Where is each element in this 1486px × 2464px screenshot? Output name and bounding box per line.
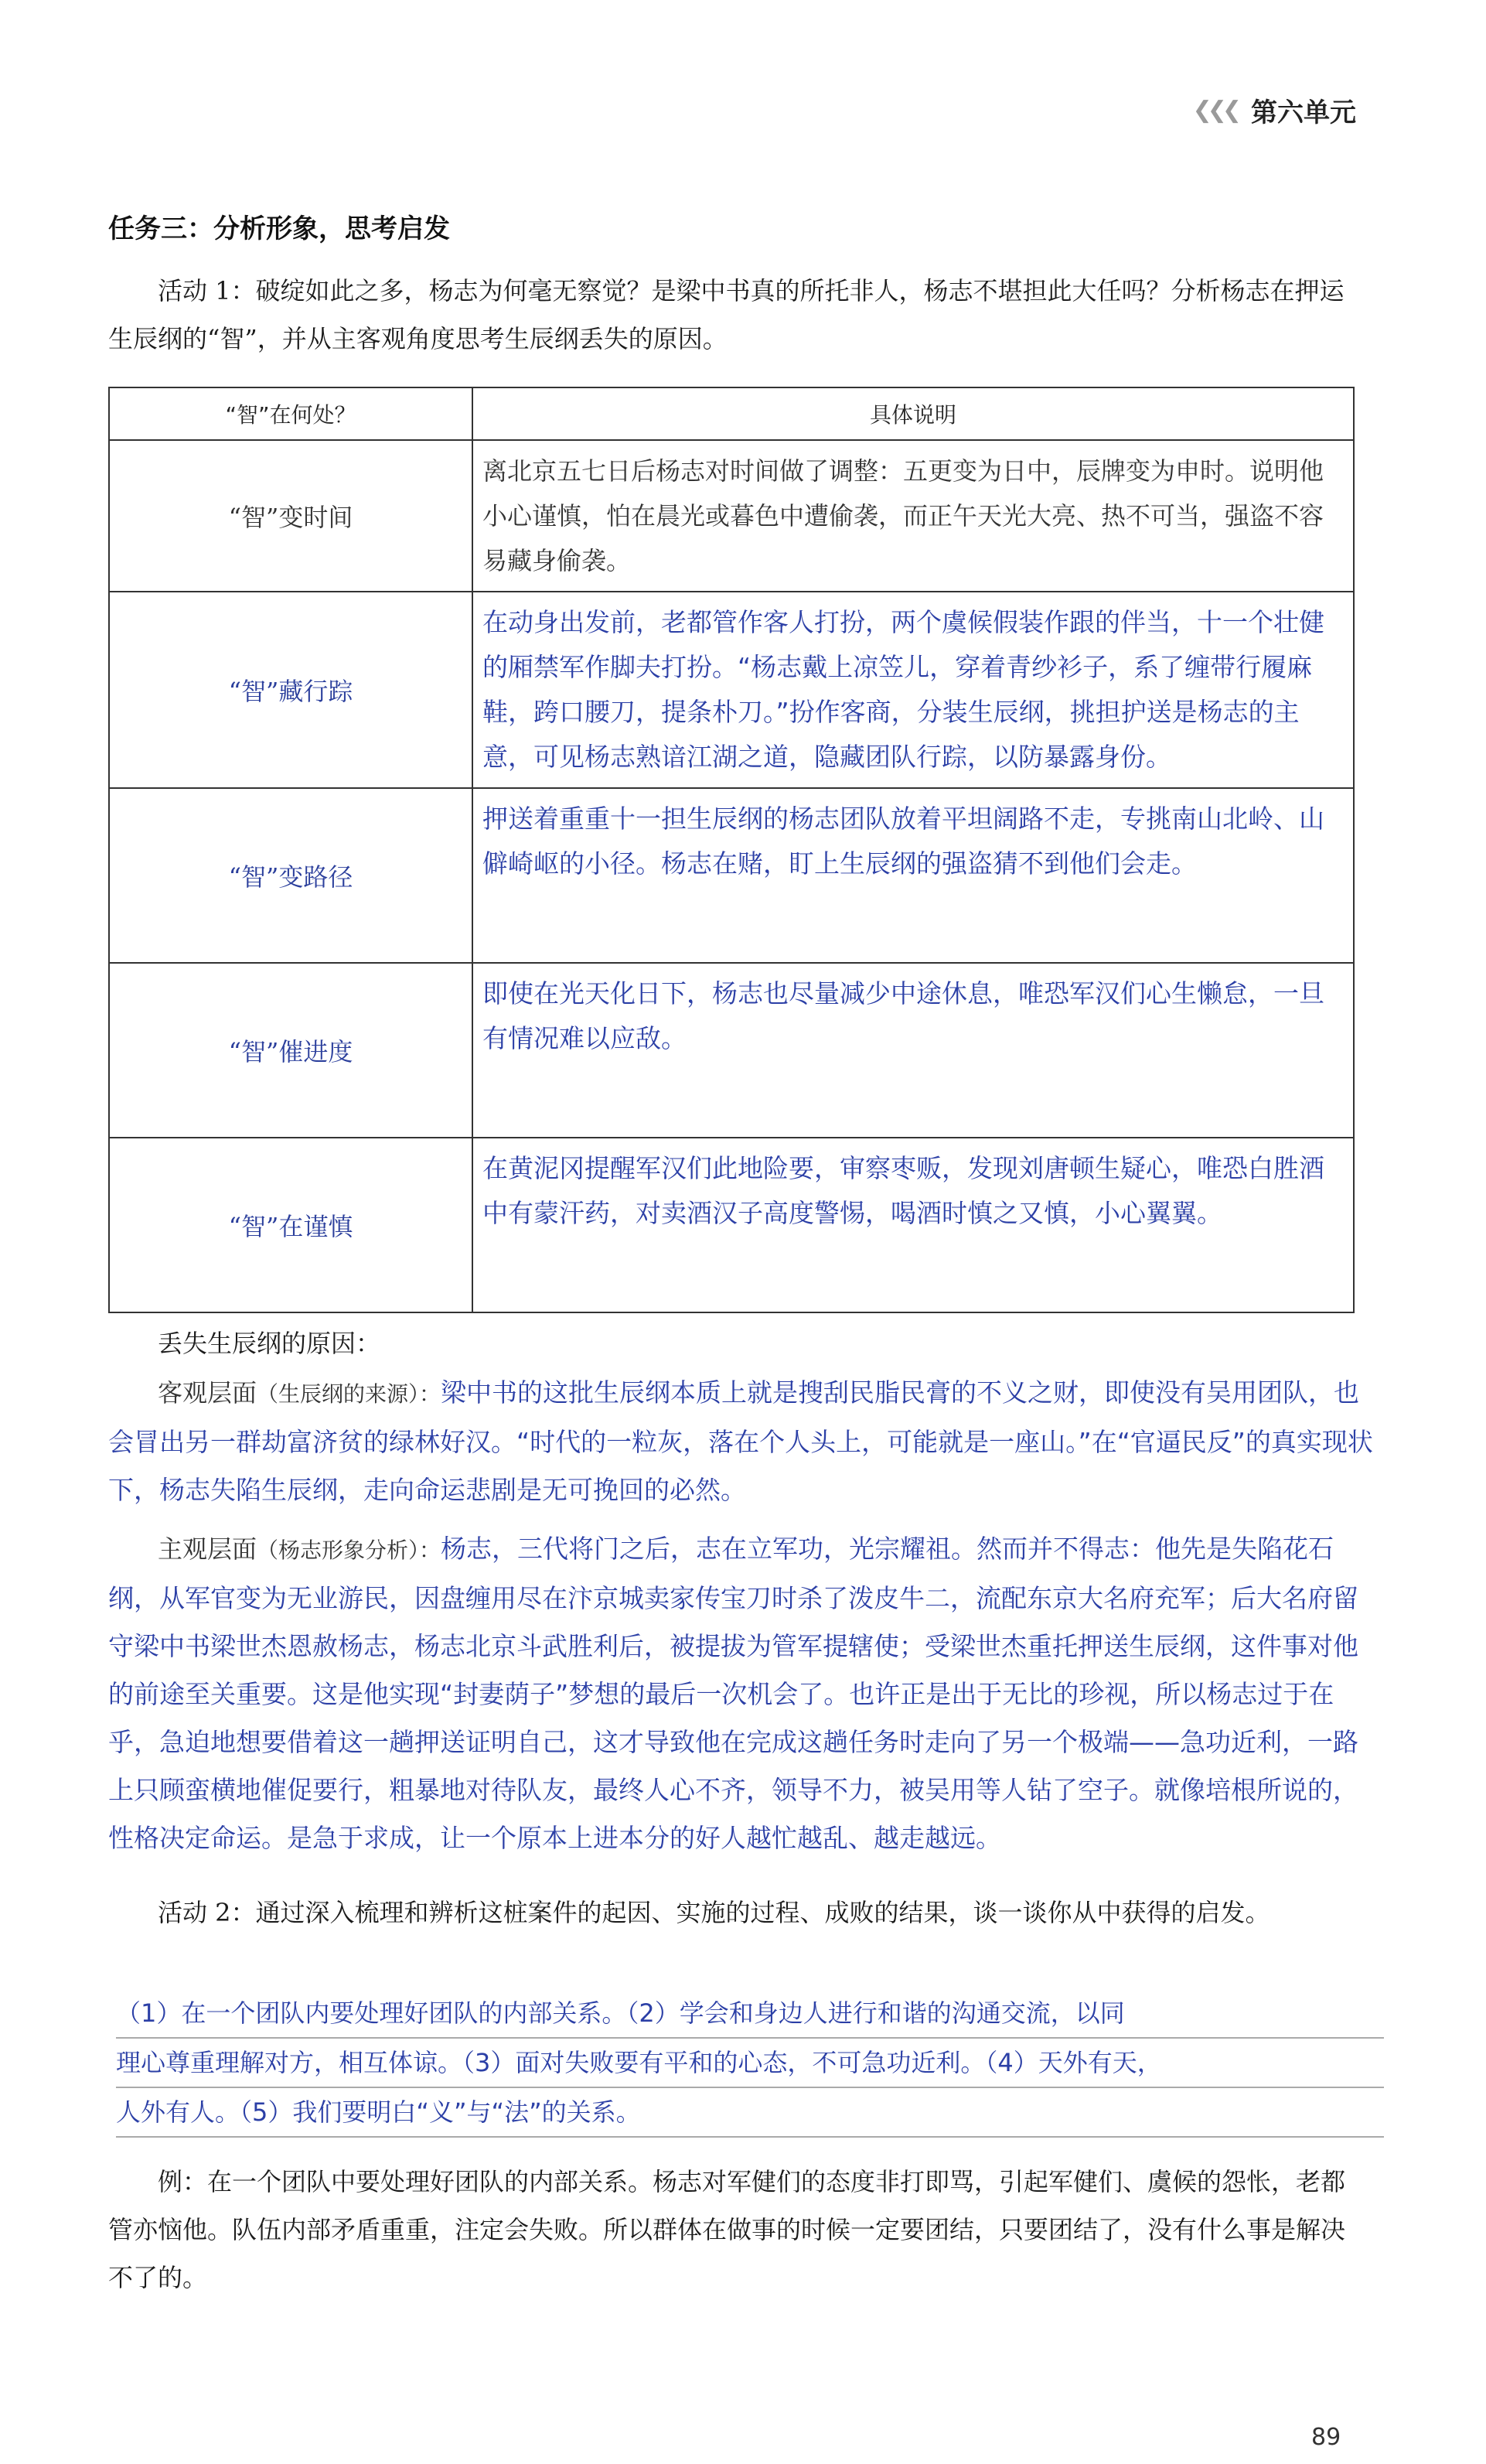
subjective-label: 主观层面 (158, 1534, 257, 1564)
row-text: 在动身出发前，老都管作客人打扮，两个虞候假装作跟的伴当，十一个壮健的厢禁军作脚夫打扮。“杨志戴上凉笠儿，穿着青纱衫子，系了缠带行履麻鞋，跨口腰刀，提条朴刀。”扮作客商，分装生辰纲，挑担护送是杨志的主意，可见杨志熟谙江湖之道，隐藏团队行踪，以防暴露身份。 (472, 592, 1354, 788)
page-number: 89 (1311, 2424, 1341, 2451)
table-row (109, 963, 1354, 1138)
subjective-note: （杨志形象分析）： (257, 1537, 441, 1563)
table-header-desc: 具体说明 (472, 387, 1354, 440)
unit-title: 第六单元 (1251, 97, 1356, 128)
objective-block (108, 1369, 1376, 1514)
row-text: 押送着重重十一担生辰纲的杨志团队放着平坦阔路不走，专挑南山北岭、山僻崎岖的小径。杨志在赌，盯上生辰纲的强盗猜不到他们会走。 (472, 788, 1354, 963)
activity2-example: 例：在一个团队中要处理好团队的内部关系。杨志对军健们的态度非打即骂，引起军健们、虞候的怨怅，老都管亦恼他。队伍内部矛盾重重，注定会失败。所以群体在做事的时候一定要团结，只要团结了，没有什么事是解决不了的。 (108, 2167, 1346, 2292)
objective-note: （生辰纲的来源）： (257, 1381, 441, 1407)
answer-line: 理心尊重理解对方，相互体谅。（3）面对失败要有平和的心态，不可急功近利。（4）天外有天， (116, 2039, 1384, 2088)
answer-line: 人外有人。（5）我们要明白“义”与“法”的关系。 (116, 2088, 1384, 2138)
subjective-block (108, 1525, 1376, 1862)
table-header-where: “智”在何处？ (109, 387, 472, 440)
answer-line: （1）在一个团队内要处理好团队的内部关系。（2）学会和身边人进行和谐的沟通交流，以同 (116, 1989, 1384, 2039)
row-text: 离北京五七日后杨志对时间做了调整：五更变为日中，辰牌变为申时。说明他小心谨慎，怕在晨光或暮色中遭偷袭，而正午天光大亮、热不可当，强盗不容易藏身偷袭。 (472, 440, 1354, 592)
subjective-answer: 杨志，三代将门之后，志在立军功，光宗耀祖。然而并不得志：他先是失陷花石纲，从军官变为无业游民，因盘缠用尽在汴京城卖家传宝刀时杀了泼皮牛二，流配东京大名府充军；后大名府留守梁中书梁世杰恩赦杨志，杨志北京斗武胜利后，被提拔为管军提辖使；受梁世杰重托押送生辰纲，这件事对他的前途至关重要。这是他实现“封妻荫子”梦想的最后一次机会了。也许正是出于无比的珍视，所以杨志过于在乎，急迫地想要借着这一趟押送证明自己，这才导致他在完成这趟任务时走向了另一个极端——急功近利，一路上只顾蛮横地催促要行，粗暴地对待队友，最终人心不齐，领导不力，被吴用等人钻了空子。就像培根所说的，性格决定命运。是急于求成，让一个原本上进本分的好人越忙越乱、越走越远。 (108, 1534, 1358, 1853)
table-row (109, 788, 1354, 963)
row-label: “智”在谨慎 (109, 1138, 472, 1312)
table-row (109, 592, 1354, 788)
chevron-left-icon: ❮❮❮ (1192, 97, 1237, 124)
activity1-prompt: 活动 1：破绽如此之多，杨志为何毫无察觉？是梁中书真的所托非人，杨志不堪担此大任吗？分析杨志在押运生辰纲的“智”，并从主客观角度思考生辰纲丢失的原因。 (108, 276, 1345, 353)
row-label: “智”藏行踪 (109, 592, 472, 788)
table-row (109, 1138, 1354, 1312)
activity2-prompt: 活动 2：通过深入梳理和辨析这桩案件的起因、实施的过程、成败的结果，谈一谈你从中获得的启发。 (158, 1898, 1270, 1927)
row-label: “智”变时间 (109, 440, 472, 592)
table-row (109, 440, 1354, 592)
row-label: “智”催进度 (109, 963, 472, 1138)
reasons-title: 丢失生辰纲的原因： (158, 1329, 381, 1358)
task-title: 任务三：分析形象，思考启发 (108, 213, 450, 244)
table-header-row (109, 387, 1354, 440)
unit-header (1193, 91, 1356, 129)
objective-label: 客观层面 (158, 1378, 257, 1408)
row-text: 在黄泥冈提醒军汉们此地险要，审察枣贩，发现刘唐顿生疑心，唯恐白胜酒中有蒙汗药，对卖酒汉子高度警惕，喝酒时慎之又慎，小心翼翼。 (472, 1138, 1354, 1312)
row-label: “智”变路径 (109, 788, 472, 963)
row-text: 即使在光天化日下，杨志也尽量减少中途休息，唯恐军汉们心生懒怠，一旦有情况难以应敌。 (472, 963, 1354, 1138)
zhi-table (108, 387, 1355, 1313)
objective-answer: 梁中书的这批生辰纲本质上就是搜刮民脂民膏的不义之财，即使没有吴用团队，也会冒出另一群劫富济贫的绿林好汉。“时代的一粒灰，落在个人头上，可能就是一座山。”在“官逼民反”的真实现状下，杨志失陷生辰纲，走向命运悲剧是无可挽回的必然。 (108, 1377, 1373, 1505)
activity2-answer (116, 1989, 1384, 2138)
